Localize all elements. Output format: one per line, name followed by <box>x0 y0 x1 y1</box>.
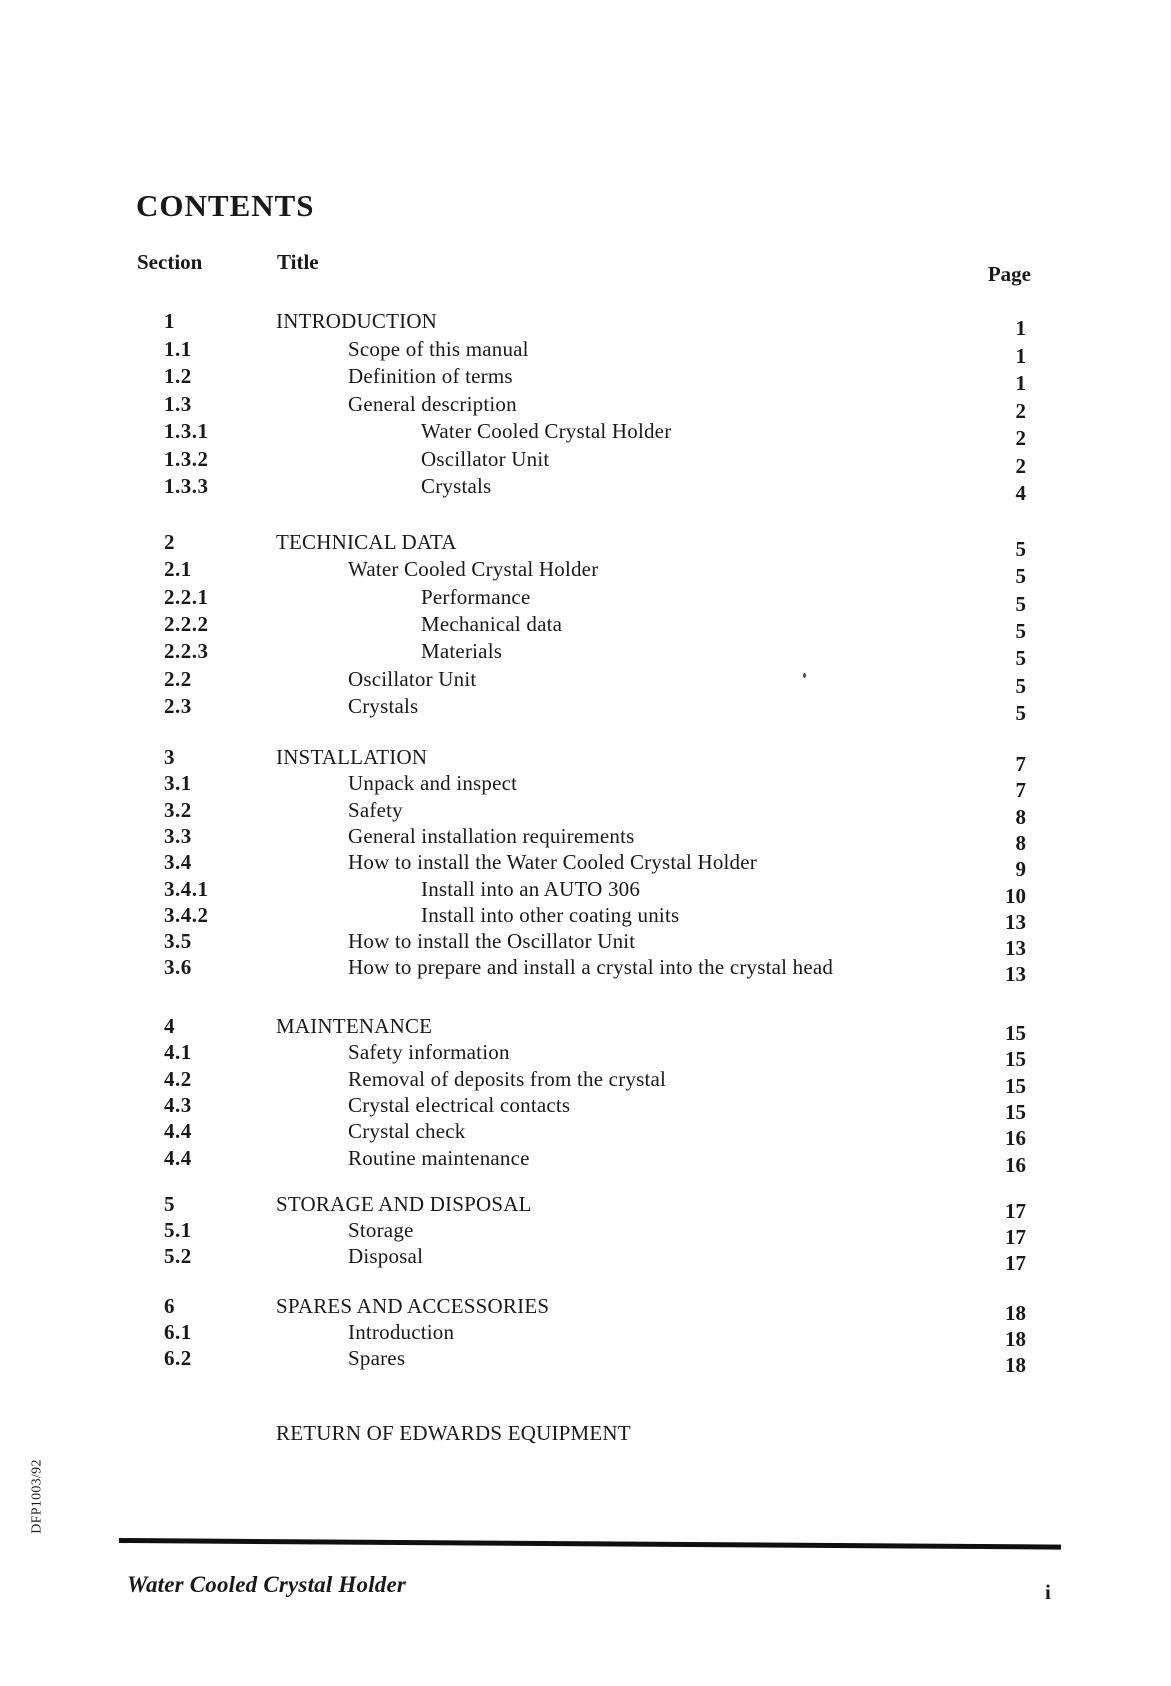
section-title: MAINTENANCE <box>276 1014 433 1038</box>
toc-header-page: Page <box>987 262 1031 286</box>
section-title: STORAGE AND DISPOSAL <box>276 1192 532 1216</box>
toc-header-section: Section <box>137 250 203 274</box>
page-number: 5 <box>1015 537 1026 561</box>
section-title: Water Cooled Crystal Holder <box>348 557 599 581</box>
section-number: 3.2 <box>164 798 192 822</box>
section-title: Oscillator Unit <box>348 667 477 691</box>
section-number: 3.4.1 <box>164 877 209 901</box>
page-number: 1 <box>1015 344 1026 368</box>
section-title: Definition of terms <box>348 364 513 388</box>
section-number: 4.3 <box>164 1093 192 1117</box>
section-number: 3.4 <box>164 850 192 874</box>
section-title: INSTALLATION <box>276 745 428 769</box>
section-title: Water Cooled Crystal Holder <box>421 419 672 443</box>
section-number: 3.5 <box>164 929 192 953</box>
section-number: 4.4 <box>164 1119 192 1143</box>
section-title: Crystals <box>421 474 492 498</box>
page-number: 5 <box>1015 592 1026 616</box>
section-title: How to install the Oscillator Unit <box>348 929 636 953</box>
section-number: 6.2 <box>164 1346 192 1370</box>
page-number: 10 <box>1005 884 1026 908</box>
section-number: 5.1 <box>164 1218 192 1242</box>
footer-doc-title: Water Cooled Crystal Holder <box>127 1572 407 1597</box>
section-title: Unpack and inspect <box>348 771 518 795</box>
section-title: Safety information <box>348 1040 510 1064</box>
page-number: 8 <box>1015 831 1026 855</box>
section-title: Crystal check <box>348 1119 466 1143</box>
page-number: 7 <box>1015 778 1026 802</box>
page-number: 15 <box>1005 1100 1026 1124</box>
section-number: 1.3.2 <box>164 447 209 471</box>
section-number: 2 <box>164 530 175 554</box>
page-number: 1 <box>1015 316 1026 340</box>
page-title: CONTENTS <box>136 188 315 223</box>
section-number: 1.2 <box>164 364 192 388</box>
section-number: 2.2.3 <box>164 639 209 663</box>
section-number: 2.2.1 <box>164 585 209 609</box>
section-number: 3.1 <box>164 771 192 795</box>
section-title: Install into other coating units <box>421 903 680 927</box>
page-number: 17 <box>1005 1225 1026 1249</box>
page-number: 15 <box>1005 1074 1026 1098</box>
page-number: 7 <box>1015 752 1026 776</box>
page-number: 1 <box>1015 371 1026 395</box>
toc-header-title: Title <box>277 250 319 274</box>
page-number: 5 <box>1015 619 1026 643</box>
section-number: 2.2 <box>164 667 192 691</box>
section-number: 3.6 <box>164 955 192 979</box>
page-number: 13 <box>1005 910 1026 934</box>
section-number: 3 <box>164 745 175 769</box>
section-title: Storage <box>348 1218 414 1242</box>
section-number: 4.2 <box>164 1067 192 1091</box>
scan-artifact-dot <box>803 673 806 678</box>
section-number: 1 <box>164 309 175 333</box>
section-number: 1.1 <box>164 337 192 361</box>
section-number: 3.3 <box>164 824 192 848</box>
section-number: 3.4.2 <box>164 903 209 927</box>
section-title: INTRODUCTION <box>276 309 438 333</box>
section-title: Disposal <box>348 1244 424 1268</box>
page-number: 5 <box>1015 701 1026 725</box>
section-title: Crystal electrical contacts <box>348 1093 571 1117</box>
section-title: Oscillator Unit <box>421 447 550 471</box>
section-number: 4 <box>164 1014 175 1038</box>
section-title: Install into an AUTO 306 <box>421 877 641 901</box>
section-number: 4.4 <box>164 1146 192 1170</box>
section-number: 2.1 <box>164 557 192 581</box>
section-title: Materials <box>421 639 503 663</box>
page-number: 2 <box>1015 426 1026 450</box>
page-number: 18 <box>1005 1353 1026 1377</box>
section-title: Safety <box>348 798 403 822</box>
page-number: 13 <box>1005 962 1026 986</box>
section-number: 4.1 <box>164 1040 192 1064</box>
page-number: 17 <box>1005 1199 1026 1223</box>
section-title: Scope of this manual <box>348 337 529 361</box>
page-number: 16 <box>1005 1126 1026 1150</box>
section-number: 5 <box>164 1192 175 1216</box>
page-number: 17 <box>1005 1251 1026 1275</box>
section-number: 6.1 <box>164 1320 192 1344</box>
page-number: 16 <box>1005 1153 1026 1177</box>
page-number: 5 <box>1015 646 1026 670</box>
section-title: Mechanical data <box>421 612 563 636</box>
page-number: 18 <box>1005 1327 1026 1351</box>
page-number: 13 <box>1005 936 1026 960</box>
page-number: 5 <box>1015 674 1026 698</box>
footer-rule <box>119 1538 1061 1550</box>
section-number: 6 <box>164 1294 175 1318</box>
page-number: 15 <box>1005 1021 1026 1045</box>
section-number: 5.2 <box>164 1244 192 1268</box>
section-title: Removal of deposits from the crystal <box>348 1067 667 1091</box>
page-number: 4 <box>1015 481 1026 505</box>
page-number: 2 <box>1015 454 1026 478</box>
section-title: RETURN OF EDWARDS EQUIPMENT <box>276 1421 631 1445</box>
section-title: Introduction <box>348 1320 455 1344</box>
page-number: 8 <box>1015 805 1026 829</box>
document-code: DFP1003/92 <box>29 1459 45 1534</box>
page-number: 2 <box>1015 399 1026 423</box>
section-title: Spares <box>348 1346 406 1370</box>
page-number: 18 <box>1005 1301 1026 1325</box>
section-number: 2.2.2 <box>164 612 209 636</box>
section-title: Performance <box>421 585 531 609</box>
section-title: How to prepare and install a crystal into the crystal head <box>348 955 834 979</box>
section-title: TECHNICAL DATA <box>276 530 457 554</box>
page-number: 15 <box>1005 1047 1026 1071</box>
section-title: How to install the Water Cooled Crystal Holder <box>348 850 757 874</box>
section-number: 2.3 <box>164 694 192 718</box>
page-number: 9 <box>1015 857 1026 881</box>
section-title: Crystals <box>348 694 419 718</box>
section-title: General installation requirements <box>348 824 635 848</box>
section-title: SPARES AND ACCESSORIES <box>276 1294 550 1318</box>
section-title: Routine maintenance <box>348 1146 530 1170</box>
section-title: General description <box>348 392 517 416</box>
section-number: 1.3.1 <box>164 419 209 443</box>
footer-page-number: i <box>1045 1580 1051 1604</box>
section-number: 1.3 <box>164 392 192 416</box>
page-number: 5 <box>1015 564 1026 588</box>
section-number: 1.3.3 <box>164 474 209 498</box>
